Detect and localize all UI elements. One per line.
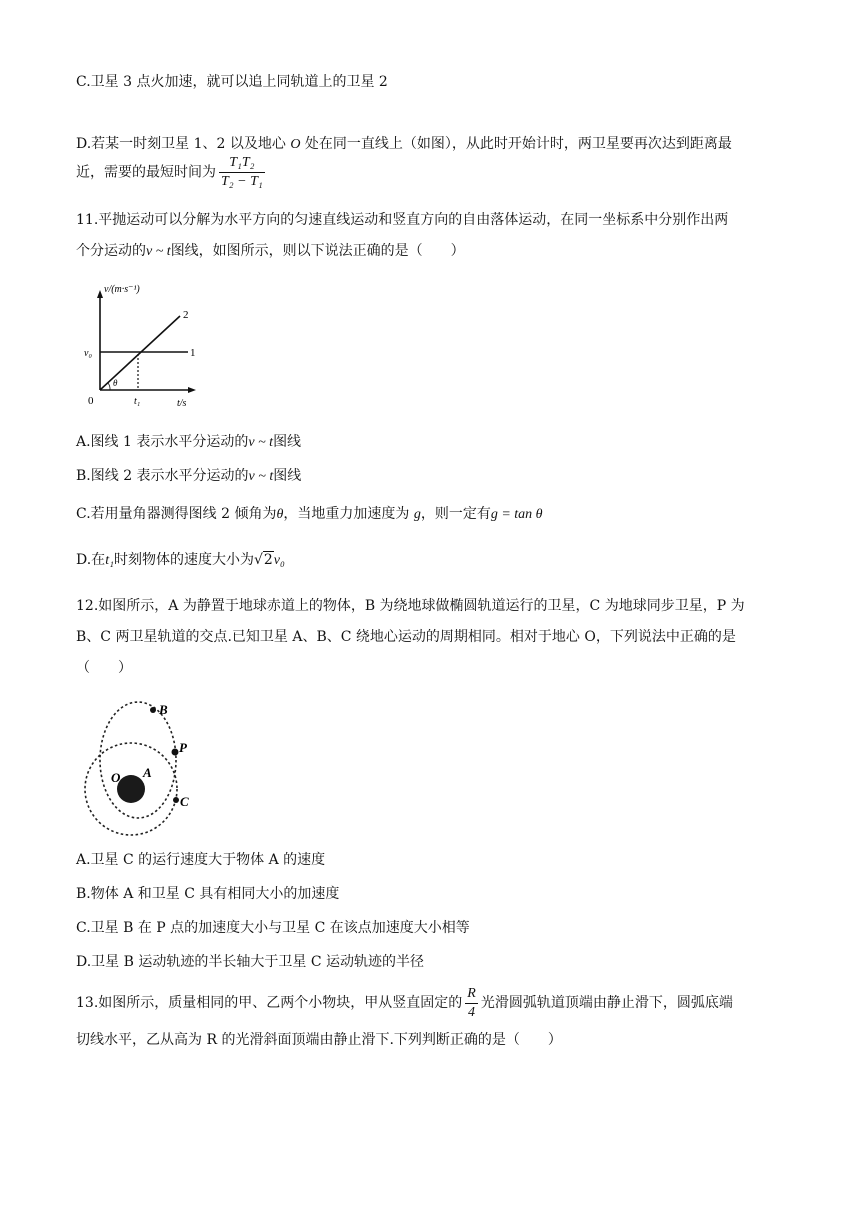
- q10-option-d-line1: [76, 134, 732, 155]
- q10-optd-text-2: 近，需要的最短时间为: [76, 164, 216, 181]
- label-b: B: [159, 702, 168, 717]
- q11-optd-sqrt: √2: [253, 552, 273, 568]
- q10-option-c: C.卫星 3 点火加速，就可以追上同轨道上的卫星 2: [76, 74, 388, 90]
- q11-opta-vt: v ~ t: [248, 435, 274, 450]
- q13-frac-denominator: 4: [468, 1004, 476, 1020]
- theta-arc: [108, 383, 110, 390]
- q11-optc-text-a: C.若用量角器测得图线 2 倾角为: [76, 506, 277, 522]
- v0-label: v₀: [84, 348, 92, 359]
- q11-optb-vt: v ~ t: [248, 469, 274, 484]
- line-1-label: 1: [190, 347, 196, 359]
- q11-optd-text-b: 时刻物体的速度大小为: [113, 552, 254, 568]
- line-2-sloped: [100, 316, 180, 390]
- q11-optd-v0: v₀: [273, 553, 285, 568]
- label-a: A: [143, 765, 152, 780]
- q11-option-c: [76, 504, 543, 525]
- q11-optb-text: B.图线 2 表示水平分运动的: [76, 468, 249, 484]
- label-o: O: [111, 770, 121, 785]
- q12-stem-line2: B、C 两卫星轨道的交点.已知卫星 A、B、C 绕地心运动的周期相同。相对于地心 O，下列说法中正确的是: [76, 629, 736, 645]
- y-axis-label: v/(m·s⁻¹): [104, 284, 140, 295]
- q12-orbit-diagram: [80, 694, 200, 838]
- q13-stem-text-a: 13.如图所示，质量相同的甲、乙两个小物块，甲从竖直固定的: [76, 995, 463, 1011]
- q11-optc-g: g: [413, 507, 421, 522]
- q11-vt-graph: [80, 282, 210, 412]
- earth: [117, 775, 145, 803]
- label-p: P: [179, 740, 187, 755]
- q11-stem-line1: 11.平抛运动可以分解为水平方向的匀速直线运动和竖直方向的自由落体运动，在同一坐标系中分别作出两: [76, 212, 729, 228]
- line-2-label: 2: [183, 309, 189, 321]
- q10-frac-denominator: T₂ − T₁: [221, 174, 263, 189]
- q12-option-b: B.物体 A 和卫星 C 具有相同大小的加速度: [76, 886, 340, 902]
- satellite-b: [150, 707, 156, 713]
- q10-fraction: [219, 154, 265, 191]
- q13-stem-text-b: 光滑圆弧轨道顶端由静止滑下，圆弧底端: [480, 995, 733, 1011]
- q13-fraction: [465, 985, 478, 1022]
- y-axis-arrow: [97, 290, 103, 298]
- origin-label: 0: [88, 395, 94, 407]
- q11-option-a: [76, 432, 301, 453]
- q11-optc-text-c: ，则一定有: [420, 506, 491, 522]
- point-p: [172, 749, 179, 756]
- q12-option-d: D.卫星 B 运动轨迹的半长轴大于卫星 C 运动轨迹的半径: [76, 954, 424, 970]
- x-axis-label: t/s: [177, 398, 187, 409]
- q11-optd-sqrt-arg: 2: [263, 552, 273, 568]
- q11-opta-text-b: 图线: [273, 434, 302, 450]
- q10-optd-o: O: [290, 137, 301, 152]
- q11-option-d: [76, 550, 285, 571]
- q10-option-d-line2: [76, 154, 268, 191]
- q11-optd-text-a: D.在: [76, 552, 106, 568]
- q12-stem-line1: 12.如图所示，A 为静置于地球赤道上的物体，B 为绕地球做椭圆轨道运行的卫星，C 为地球同步卫星，P 为: [76, 598, 745, 614]
- q11-optc-theta: θ: [276, 507, 284, 522]
- q13-stem-line1: [76, 983, 733, 1023]
- q10-optd-text-b: 处在同一直线上（如图），从此时开始计时，两卫星要再次达到距离最: [300, 136, 732, 152]
- q10-optd-text-a: D.若某一时刻卫星 1、2 以及地心: [76, 136, 291, 152]
- q11-stem-text-a: 个分运动的: [76, 243, 146, 259]
- q10-frac-numerator: T₁T₂: [219, 154, 265, 173]
- q11-option-b: [76, 466, 301, 487]
- q12-option-a: A.卫星 C 的运行速度大于物体 A 的速度: [76, 852, 326, 868]
- q11-stem-line2: [76, 241, 465, 262]
- q11-vt: v ~ t: [146, 244, 171, 259]
- q11-stem-text-b: 图线，如图所示，则以下说法正确的是（ ）: [170, 243, 465, 259]
- q12-stem-line3: （ ）: [76, 660, 132, 676]
- q12-option-c: C.卫星 B 在 P 点的加速度大小与卫星 C 在该点加速度大小相等: [76, 920, 470, 936]
- theta-label: θ: [113, 378, 118, 388]
- q13-stem-line2: 切线水平，乙从高为 R 的光滑斜面顶端由静止滑下.下列判断正确的是（ ）: [76, 1032, 562, 1048]
- q11-optb-text-b: 图线: [273, 468, 302, 484]
- t1-label: t₁: [134, 396, 141, 407]
- q13-frac-numerator: R: [465, 985, 478, 1004]
- q11-optc-equation: g = tan θ: [490, 507, 543, 522]
- label-c: C: [180, 794, 189, 809]
- q11-optc-text-b: ，当地重力加速度为: [283, 506, 414, 522]
- x-axis-arrow: [188, 387, 196, 393]
- satellite-c: [173, 797, 179, 803]
- q11-opta-text: A.图线 1 表示水平分运动的: [76, 434, 249, 450]
- q11-optd-t1: t₁: [105, 553, 114, 568]
